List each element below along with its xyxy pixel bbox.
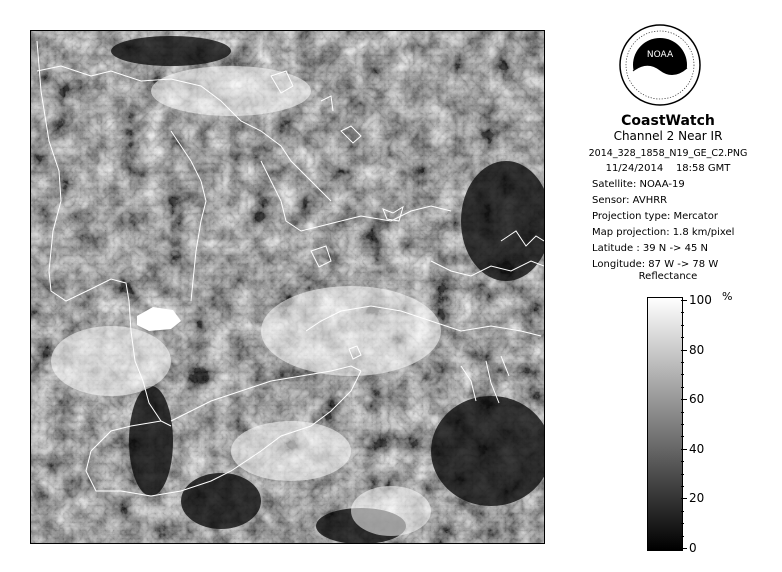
colorbar-minor-tick bbox=[681, 337, 684, 338]
filename: 2014_328_1858_N19_GE_C2.PNG bbox=[588, 148, 748, 159]
sensor-line: Sensor: AVHRR bbox=[592, 195, 668, 206]
colorbar-minor-tick bbox=[681, 461, 684, 462]
colorbar-minor-tick bbox=[681, 412, 684, 413]
colorbar-tick-label: 0 bbox=[689, 541, 697, 555]
colorbar-tick-label: 100 bbox=[689, 293, 712, 307]
colorbar-unit: % bbox=[722, 290, 733, 303]
colorbar-minor-tick bbox=[681, 436, 684, 437]
bright-band-3 bbox=[51, 326, 171, 396]
noaa-logo-text: NOAA bbox=[646, 50, 674, 60]
noaa-logo bbox=[619, 24, 701, 106]
colorbar-tick-label: 40 bbox=[689, 442, 705, 456]
colorbar-minor-tick bbox=[681, 474, 684, 475]
colorbar-minor-tick bbox=[681, 325, 684, 326]
colorbar-minor-tick bbox=[681, 424, 684, 425]
dark-region-south bbox=[181, 473, 261, 529]
reflectance-colorbar bbox=[647, 297, 683, 551]
date: 11/24/2014 bbox=[605, 163, 664, 174]
colorbar-minor-tick bbox=[681, 523, 684, 524]
colorbar-minor-tick bbox=[681, 486, 684, 487]
dark-region-lake-erie bbox=[129, 386, 173, 496]
colorbar-tick-label: 60 bbox=[689, 392, 705, 406]
map-projection-line: Map projection: 1.8 km/pixel bbox=[592, 227, 735, 238]
bright-band-5 bbox=[351, 486, 431, 536]
longitude-line: Longitude: 87 W -> 78 W bbox=[592, 259, 719, 270]
bright-band-1 bbox=[261, 286, 441, 376]
date-time bbox=[558, 164, 778, 174]
latitude-line: Latitude : 39 N -> 45 N bbox=[592, 243, 708, 254]
colorbar-minor-tick bbox=[681, 362, 684, 363]
colorbar-tick-label: 80 bbox=[689, 343, 705, 357]
product-title: CoastWatch bbox=[621, 113, 715, 129]
bright-band-2 bbox=[231, 421, 351, 481]
colorbar-minor-tick bbox=[681, 387, 684, 388]
satellite-line: Satellite: NOAA-19 bbox=[592, 179, 685, 190]
colorbar-minor-tick bbox=[681, 536, 684, 537]
colorbar-title: Reflectance bbox=[638, 271, 698, 282]
channel-title: Channel 2 Near IR bbox=[613, 129, 723, 143]
colorbar-major-tick bbox=[681, 449, 687, 450]
colorbar-major-tick bbox=[681, 300, 687, 301]
dark-region-north bbox=[111, 36, 231, 66]
projection-type-line: Projection type: Mercator bbox=[592, 211, 718, 222]
colorbar-major-tick bbox=[681, 498, 687, 499]
colorbar-minor-tick bbox=[681, 374, 684, 375]
time: 18:58 GMT bbox=[675, 163, 731, 174]
colorbar-minor-tick bbox=[681, 312, 684, 313]
colorbar-major-tick bbox=[681, 399, 687, 400]
colorbar-minor-tick bbox=[681, 511, 684, 512]
satellite-map bbox=[30, 30, 545, 544]
colorbar-major-tick bbox=[681, 548, 687, 549]
colorbar-major-tick bbox=[681, 350, 687, 351]
colorbar-tick-label: 20 bbox=[689, 491, 705, 505]
